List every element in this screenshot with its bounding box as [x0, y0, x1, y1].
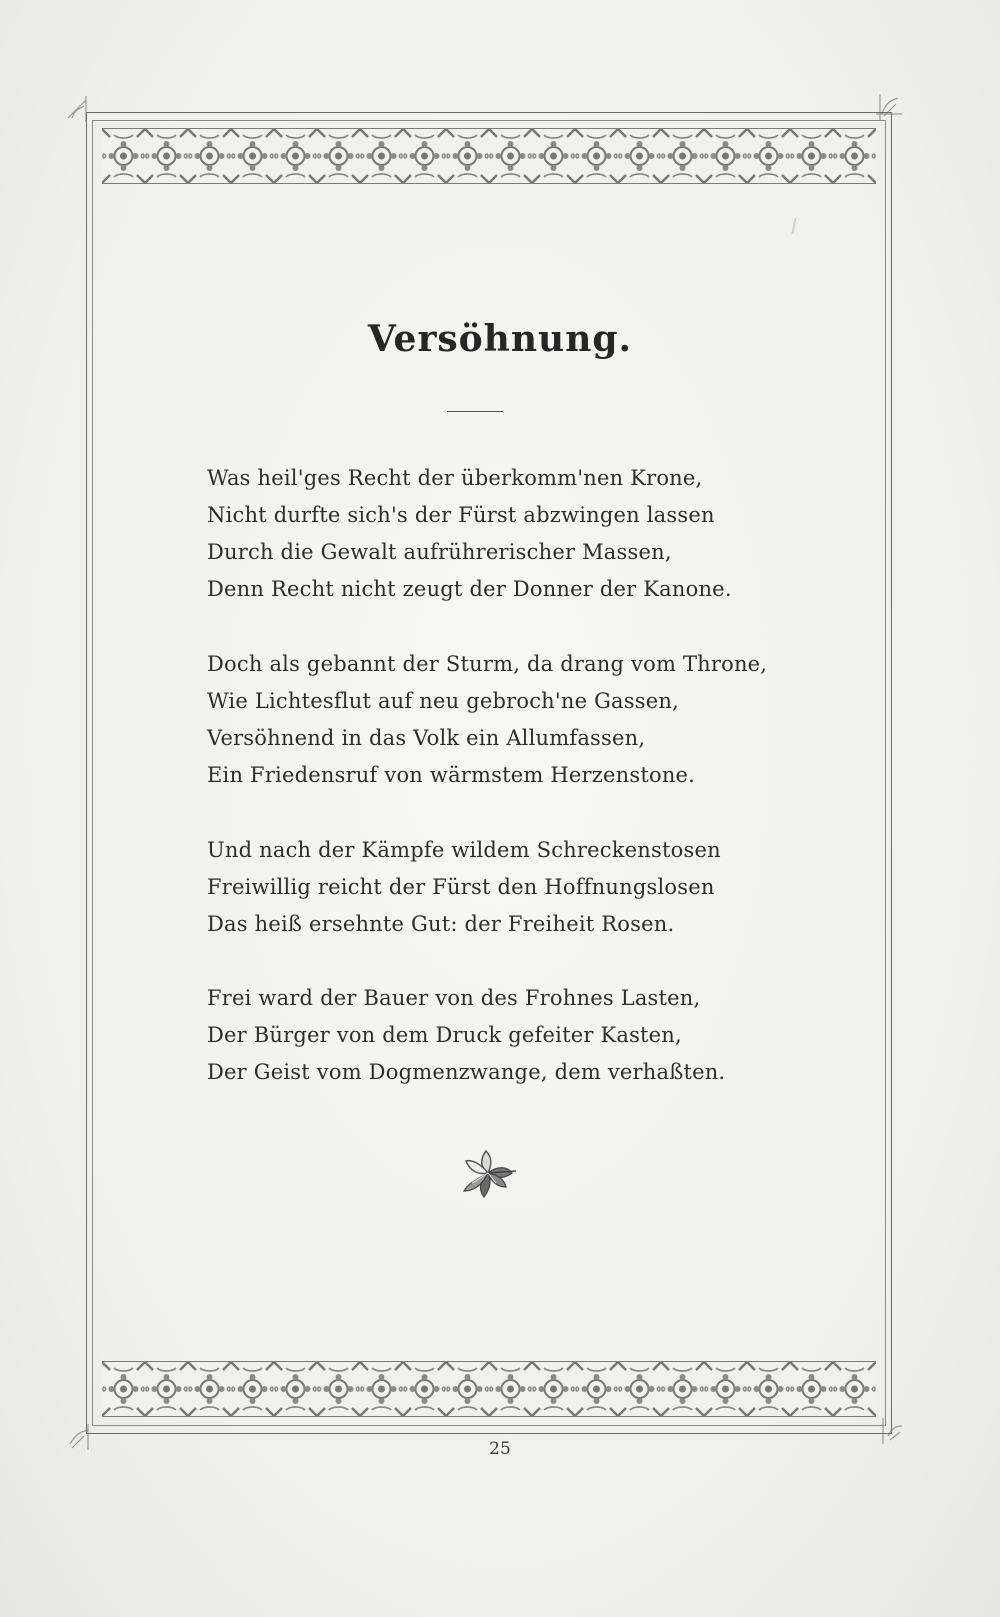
title-divider — [447, 411, 503, 412]
poem-line: Und nach der Kämpfe wildem Schreckenstosen — [207, 838, 721, 862]
poem-line: Freiwillig reicht der Fürst den Hoffnungslosen — [207, 875, 715, 899]
stanza-3 — [207, 832, 767, 943]
poem-line: Der Bürger von dem Druck gefeiter Kasten, — [207, 1023, 682, 1047]
stanza-4 — [207, 980, 767, 1091]
poem-line: Versöhnend in das Volk ein Allumfassen, — [207, 726, 646, 750]
poem-title: Versöhnung. — [367, 318, 633, 360]
stanza-1 — [207, 460, 767, 608]
ornamental-band-top — [102, 128, 876, 184]
poem-line: Ein Friedensruf von wärmstem Herzenstone. — [207, 763, 696, 787]
poem-body — [207, 460, 767, 1129]
poem-line: Doch als gebannt der Sturm, da drang vom Throne, — [207, 652, 768, 676]
poem-line: Frei ward der Bauer von des Frohnes Lasten, — [207, 986, 701, 1010]
poem-line: Was heil'ges Recht der überkomm'nen Krone, — [207, 466, 703, 490]
page-number: 25 — [489, 1439, 511, 1459]
leaf-ornament-icon — [458, 1143, 520, 1205]
poem-line: Durch die Gewalt aufrührerischer Massen, — [207, 540, 672, 564]
poem-line: Nicht durfte sich's der Fürst abzwingen lassen — [207, 503, 715, 527]
stanza-2 — [207, 646, 767, 794]
poem-line: Der Geist vom Dogmenzwange, dem verhaßten. — [207, 1060, 726, 1084]
poem-line: Das heiß ersehnte Gut: der Freiheit Rosen. — [207, 912, 675, 936]
poem-line: Denn Recht nicht zeugt der Donner der Kanone. — [207, 577, 732, 601]
ornamental-band-bottom — [102, 1361, 876, 1417]
poem-line: Wie Lichtesflut auf neu gebroch'ne Gassen, — [207, 689, 679, 713]
